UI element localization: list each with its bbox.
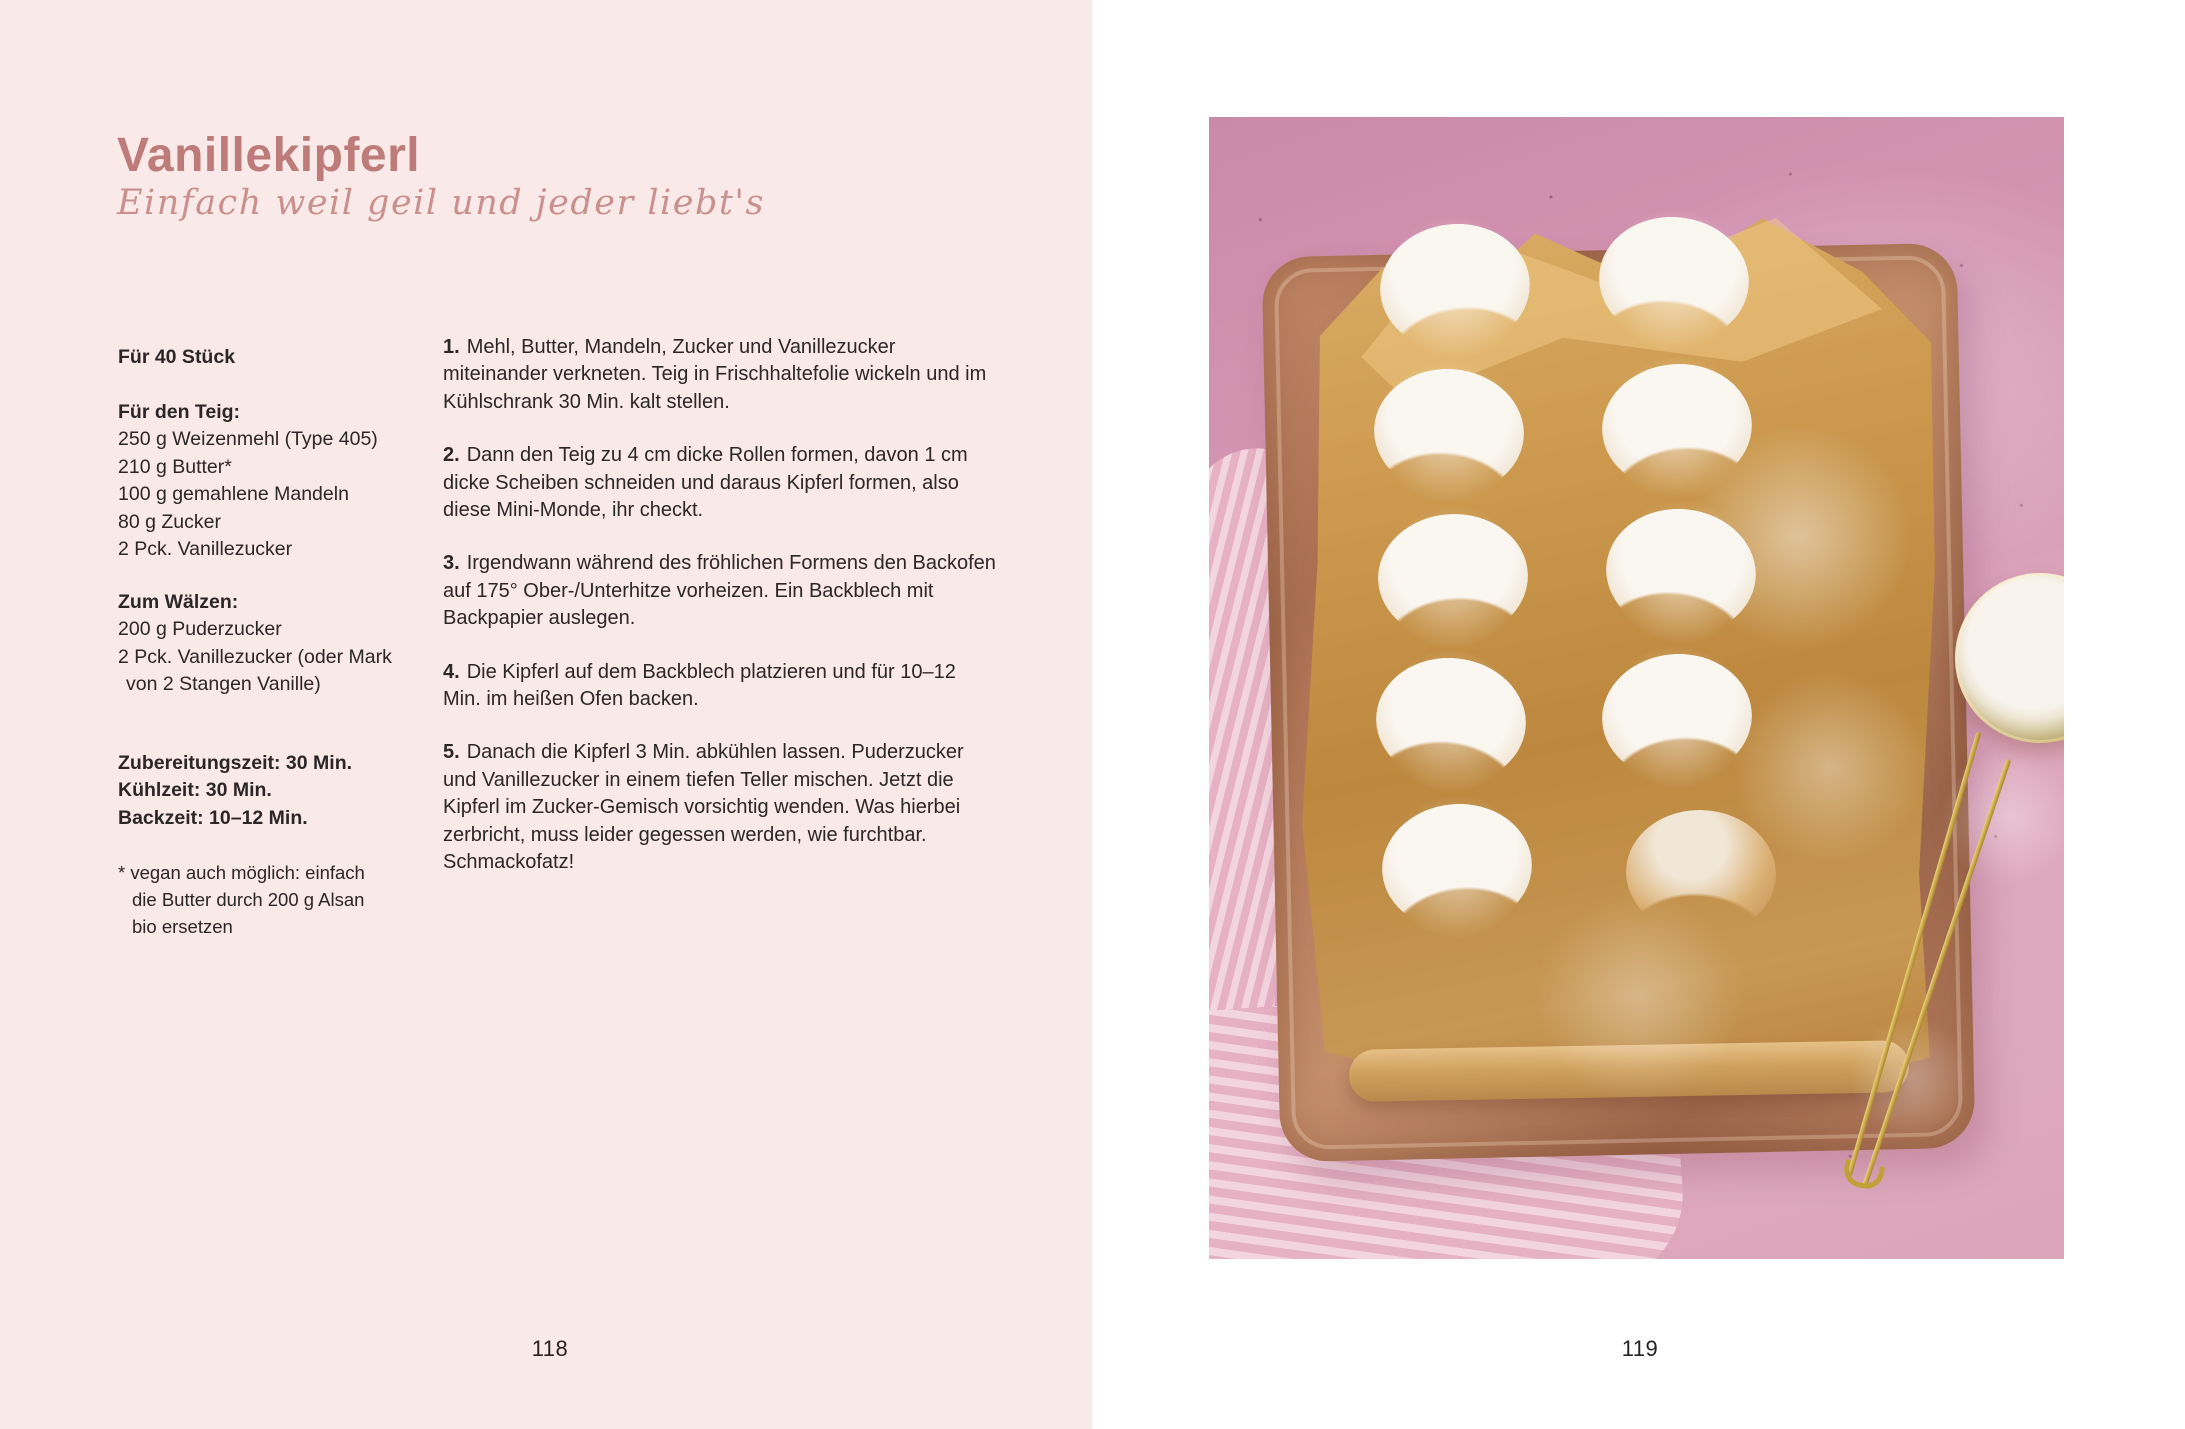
step-text: Die Kipferl auf dem Backblech platzieren und für 10–12 Min. im heißen Ofen backen. — [443, 660, 956, 711]
step-number: 5. — [443, 741, 460, 764]
page-number-right: 119 — [1621, 1336, 1659, 1361]
ingredient-item: 100 g gemahlene Mandeln — [118, 483, 349, 506]
sugar-sieve — [1955, 573, 2064, 743]
instructions-list — [443, 334, 999, 903]
page-subtitle: Einfach weil geil und jeder liebt's — [117, 183, 765, 223]
step-4 — [443, 659, 999, 714]
time-item: Kühlzeit: 30 Min. — [118, 779, 272, 802]
vegan-footnote: * vegan auch möglich: einfach die Butter durch 200 g Alsan bio ersetzen — [118, 862, 365, 938]
ingredients-heading: Zum Wälzen: — [118, 591, 239, 613]
page-title: Vanillekipferl — [117, 129, 421, 182]
step-text: Danach die Kipferl 3 Min. abkühlen lassen. Puderzucker und Vanillezucker in einem tiefen Teller mischen. Jetzt die Kipferl im Zucker-Gemisch vorsichtig wenden. Was hierbei zerbricht, muss leider gegessen werden, wie furchtbar. Schmackofatz! — [443, 741, 964, 874]
yield-label: Für 40 Stück — [118, 346, 236, 368]
step-text: Irgendwann während des fröhlichen Formens den Backofen auf 175° Ober-/Unterhitze vorheizen. Ein Backblech mit Backpapier auslegen. — [443, 552, 996, 630]
ingredients-section-dough — [118, 399, 396, 563]
sieve-handle-end — [1841, 1159, 1885, 1192]
recipe-page — [0, 0, 1092, 1429]
ingredient-item: 80 g Zucker — [118, 510, 221, 533]
ingredients-heading: Für den Teig: — [118, 401, 241, 423]
step-1 — [443, 334, 999, 416]
times-block — [118, 750, 396, 832]
ingredient-item: 210 g Butter* — [118, 455, 232, 478]
time-item: Backzeit: 10–12 Min. — [118, 806, 308, 829]
photo-page — [1092, 0, 2185, 1429]
time-item: Zubereitungszeit: 30 Min. — [118, 752, 353, 774]
step-number: 1. — [443, 336, 460, 358]
parchment-paper — [1299, 214, 1938, 1093]
step-number: 3. — [443, 552, 460, 575]
step-2 — [443, 442, 999, 524]
step-text: Dann den Teig zu 4 cm dicke Rollen formen, davon 1 cm dicke Scheiben schneiden und daraus Kipferl formen, also diese Mini-Monde, ihr checkt. — [443, 444, 968, 522]
ingredients-section-coating — [118, 589, 396, 699]
recipe-photo — [1209, 117, 2064, 1259]
parchment-rolled-edge — [1349, 1040, 1910, 1102]
page-number-left: 118 — [531, 1336, 569, 1361]
step-5 — [443, 739, 999, 876]
ingredient-item: 2 Pck. Vanillezucker — [118, 538, 293, 561]
step-text: Mehl, Butter, Mandeln, Zucker und Vanillezucker miteinander verkneten. Teig in Frischhaltefolie wickeln und im Kühlschrank 30 Min. kalt stellen. — [443, 336, 987, 413]
ingredient-item: 250 g Weizenmehl (Type 405) — [118, 428, 378, 451]
ingredient-item: 200 g Puderzucker — [118, 618, 282, 641]
step-3 — [443, 550, 999, 632]
step-number: 4. — [443, 660, 460, 683]
step-number: 2. — [443, 444, 460, 467]
ingredient-item: 2 Pck. Vanillezucker (oder Mark von 2 Stangen Vanille) — [118, 645, 392, 696]
